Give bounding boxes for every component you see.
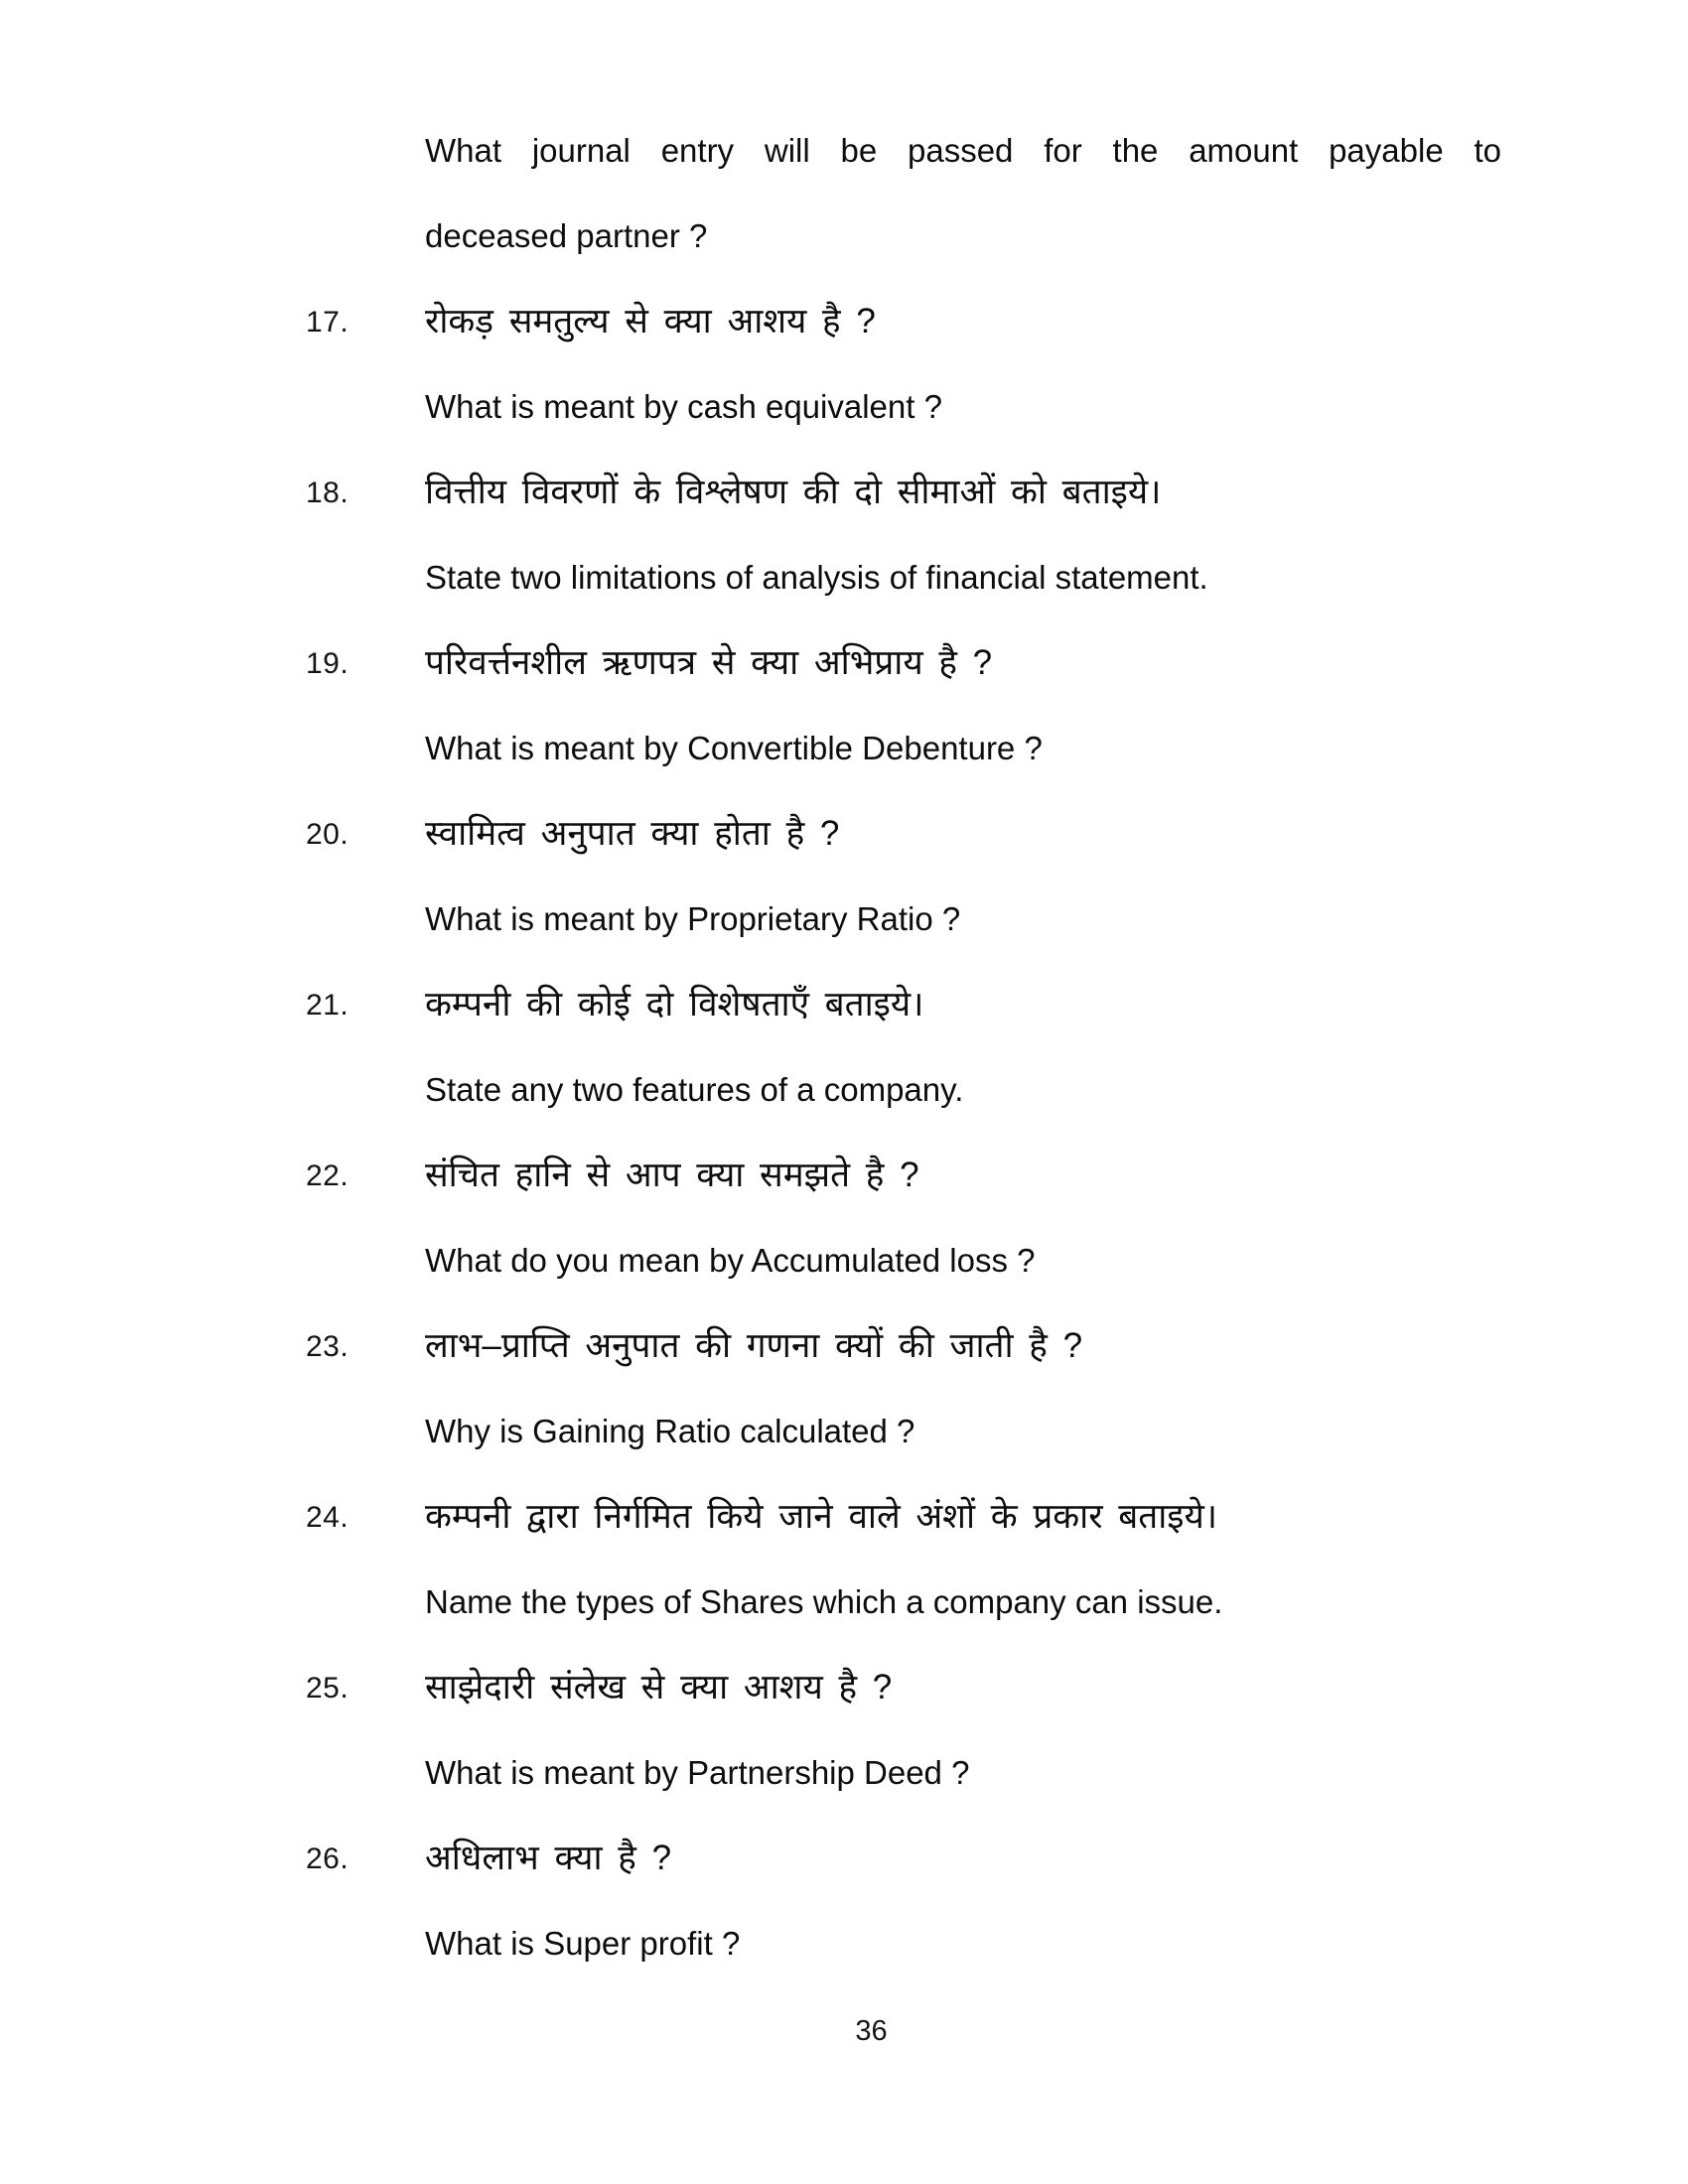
question-text-english: What is meant by Partnership Deed ? bbox=[425, 1754, 970, 1791]
question-english-line bbox=[425, 1922, 1501, 1966]
question-list bbox=[306, 300, 1501, 1966]
question-block bbox=[306, 1154, 1501, 1283]
question-block bbox=[306, 1837, 1501, 1966]
question-english-line bbox=[425, 1239, 1501, 1283]
question-hindi-line bbox=[306, 983, 1501, 1026]
question-block bbox=[306, 1324, 1501, 1453]
question-hindi-line bbox=[306, 471, 1501, 514]
question-block bbox=[306, 1495, 1501, 1624]
question-english-line bbox=[425, 1068, 1501, 1112]
question-block bbox=[306, 641, 1501, 770]
question-number: 22. bbox=[306, 1160, 350, 1192]
question-text-english: State any two features of a company. bbox=[425, 1071, 964, 1108]
question-number: 19. bbox=[306, 647, 350, 680]
question-hindi-line bbox=[306, 300, 1501, 343]
question-hindi-line bbox=[306, 1837, 1501, 1880]
question-text-english: What do you mean by Accumulated loss ? bbox=[425, 1242, 1036, 1279]
question-english-line bbox=[425, 1410, 1501, 1453]
question-text-english: Why is Gaining Ratio calculated ? bbox=[425, 1413, 915, 1449]
question-number: 26. bbox=[306, 1843, 350, 1875]
question-number: 20. bbox=[306, 818, 350, 851]
question-english-line bbox=[425, 556, 1501, 600]
question-block bbox=[306, 1666, 1501, 1795]
question-text-hindi: स्वामित्व अनुपात क्या होता है ? bbox=[425, 814, 840, 853]
question-hindi-line bbox=[306, 812, 1501, 856]
question-number: 23. bbox=[306, 1330, 350, 1363]
question-text-hindi: साझेदारी संलेख से क्या आशय है ? bbox=[425, 1668, 893, 1706]
question-text-hindi: लाभ–प्राप्ति अनुपात की गणना क्यों की जाती है ? bbox=[425, 1326, 1083, 1365]
question-text-english: State two limitations of analysis of financial statement. bbox=[425, 559, 1208, 596]
question-block bbox=[306, 812, 1501, 941]
question-text-english: Name the types of Shares which a company can issue. bbox=[425, 1583, 1223, 1620]
question-text-hindi: कम्पनी की कोई दो विशेषताएँ बताइये। bbox=[425, 985, 924, 1024]
question-english-line bbox=[425, 1580, 1501, 1624]
question-block bbox=[306, 983, 1501, 1112]
question-number: 18. bbox=[306, 477, 350, 509]
question-hindi-line bbox=[306, 1495, 1501, 1539]
question-text-hindi: वित्तीय विवरणों के विश्लेषण की दो सीमाओं को बताइये। bbox=[425, 473, 1162, 511]
question-text-hindi: परिवर्त्तनशील ऋणपत्र से क्या अभिप्राय है ? bbox=[425, 643, 993, 682]
question-text-hindi: अधिलाभ क्या है ? bbox=[425, 1839, 672, 1877]
question-english-line bbox=[425, 385, 1501, 429]
question-hindi-line bbox=[306, 1324, 1501, 1368]
question-text-english: What is Super profit ? bbox=[425, 1925, 741, 1962]
question-text-hindi: रोकड़ समतुल्य से क्या आशय है ? bbox=[425, 302, 876, 341]
question-english-line bbox=[425, 897, 1501, 941]
question-number: 21. bbox=[306, 989, 350, 1022]
question-hindi-line bbox=[306, 641, 1501, 685]
question-text-hindi: संचित हानि से आप क्या समझते है ? bbox=[425, 1156, 919, 1194]
question-text-hindi: कम्पनी द्वारा निर्गमित किये जाने वाले अंशों के प्रकार बताइये। bbox=[425, 1497, 1218, 1536]
question-english-line bbox=[425, 727, 1501, 770]
question-hindi-line bbox=[306, 1666, 1501, 1709]
question-number: 17. bbox=[306, 306, 350, 339]
question-text-english: What is meant by Proprietary Ratio ? bbox=[425, 900, 961, 937]
questions-area bbox=[306, 129, 1501, 2007]
question-block bbox=[306, 300, 1501, 429]
question-text-english: What is meant by cash equivalent ? bbox=[425, 388, 942, 425]
q16-english-continuation-line1: What journal entry will be passed for the amount payable to bbox=[425, 132, 1501, 169]
question-hindi-line bbox=[306, 1154, 1501, 1197]
question-block bbox=[306, 471, 1501, 600]
question-english-line bbox=[425, 1751, 1501, 1795]
q16-english-continuation-line2: deceased partner ? bbox=[425, 217, 708, 254]
question-text-english: What is meant by Convertible Debenture ? bbox=[425, 730, 1043, 766]
question-number: 24. bbox=[306, 1501, 350, 1534]
page-number: 36 bbox=[855, 2015, 888, 2047]
question-number: 25. bbox=[306, 1672, 350, 1705]
